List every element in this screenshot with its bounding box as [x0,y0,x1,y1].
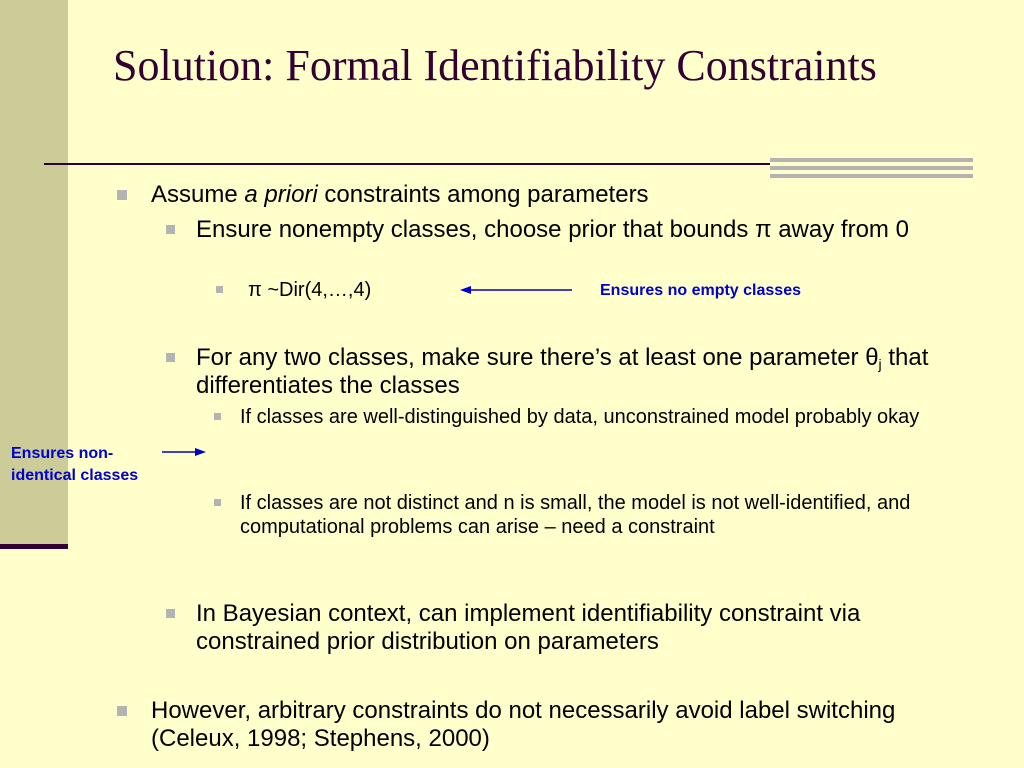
arrow-left-icon [458,282,574,298]
bullet-text: If classes are not distinct and n is small, the model is not well-identified, and computational problems can arise – need a constraint [240,492,911,538]
bullet-text: In Bayesian context, can implement identifiability constraint via constrained prior distribution on parameters [196,600,861,655]
title-accent-rule-top [770,158,973,162]
bullet-assume-constraints [151,181,971,209]
bullet-marker [166,353,175,362]
bullet-marker [166,225,175,234]
slide-title: Solution: Formal Identifiability Constraints [113,41,877,90]
title-divider [44,163,770,165]
bullet-nonempty-classes [196,216,971,244]
bullet-marker [214,499,221,506]
callout-line-1: Ensures non- [11,445,114,462]
bullet-text: Ensure nonempty classes, choose prior that bounds π away from 0 [196,216,909,243]
bullet-marker [117,190,127,200]
bullet-text-start: For any two classes, make sure there’s at least one parameter θ [196,344,879,371]
bullet-text: π ~Dir(4,…,4) [248,279,372,301]
bullet-text: However, arbitrary constraints do not necessarily avoid label switching (Celeux, 1998; Stephens, 2000) [151,697,896,752]
title-accent-rule-bottom [770,174,973,178]
bullet-text-end: that differentiates the classes [196,344,929,399]
side-band-rule [0,544,68,549]
title-accent-rule-middle [770,166,973,170]
callout-non-identical-classes [11,443,138,487]
bullet-marker [117,706,127,716]
callout-no-empty-classes: Ensures no empty classes [600,282,801,299]
bullet-text-end: constraints among parameters [317,181,649,208]
bullet-differentiating-parameter [196,344,971,400]
bullet-not-distinct [240,491,960,539]
bullet-label-switching [151,697,971,753]
bullet-text-start: Assume [151,181,245,208]
bullet-well-distinguished [240,405,960,429]
bullet-bayesian-context [196,600,971,656]
bullet-text: If classes are well-distinguished by data, unconstrained model probably okay [240,406,920,428]
theta-subscript: j [878,356,882,372]
arrow-right-icon [160,444,208,460]
bullet-marker [166,609,175,618]
bullet-marker [216,286,223,293]
bullet-text-emphasis: a priori [244,181,318,208]
callout-line-2: identical classes [11,467,139,484]
bullet-marker [214,413,221,420]
